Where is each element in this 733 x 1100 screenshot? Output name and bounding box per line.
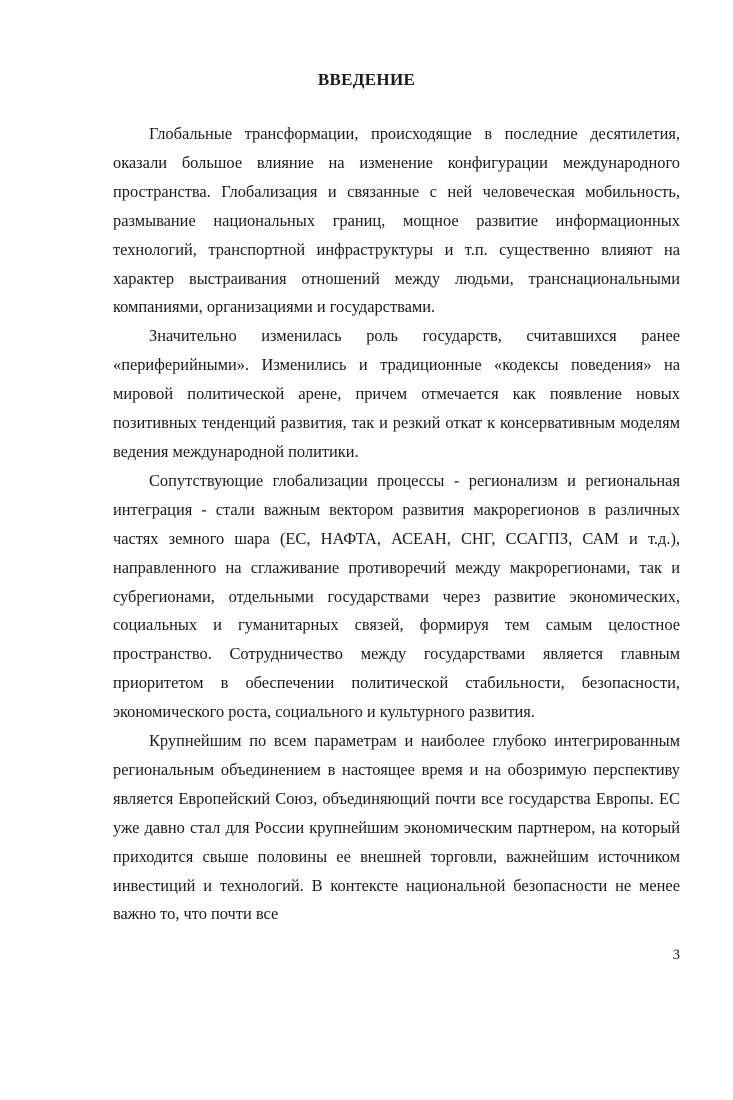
page-title: ВВЕДЕНИЕ	[317, 70, 416, 89]
page-number: 3	[672, 947, 680, 963]
paragraph-1: Глобальные трансформации, происходящие в последние десятилетия, оказали большое влияние на изменение конфигурации международного пространства. Глобализация и связанные с ней человеческая мобильность, размывание национальных границ, мощное развитие информационных технологий, транспортной инфраструктуры и т.п. существенно влияют на характер выстраивания отношений между людьми, транснациональными компаниями, организациями и государствами.	[113, 124, 680, 317]
paragraph-3: Сопутствующие глобализации процессы - регионализм и региональная интеграция - стали важным вектором развития макрорегионов в различных частях земного шара (ЕС, НАФТА, АСЕАН, СНГ, ССАГПЗ, САМ и т.д.), направленного на сглаживание противоречий между макрорегионами, так и субрегионами, отдельными государствами через развитие экономических, социальных и гуманитарных связей, формируя тем самым целостное пространство. Сотрудничество между государствами является главным приоритетом в обеспечении политической стабильности, безопасности, экономического роста, социального и культурного развития.	[113, 470, 680, 722]
body-text	[113, 120, 680, 929]
paragraph-2: Значительно изменилась роль государств, считавшихся ранее «периферийными». Изменились и традиционные «кодексы поведения» на мировой политической арене, причем отмечается как появление новых позитивных тенденций развития, так и резкий откат к консервативным моделям ведения международной политики.	[113, 326, 680, 461]
paragraph-4: Крупнейшим по всем параметрам и наиболее глубоко интегрированным региональным объединением в настоящее время и на обозримую перспективу является Европейский Союз, объединяющий почти все государства Европы. ЕС уже давно стал для России крупнейшим экономическим партнером, на который приходится свыше половины ее внешней торговли, важнейшим источником инвестиций и технологий. В контексте национальной безопасности не менее важно то, что почти все	[113, 731, 680, 924]
